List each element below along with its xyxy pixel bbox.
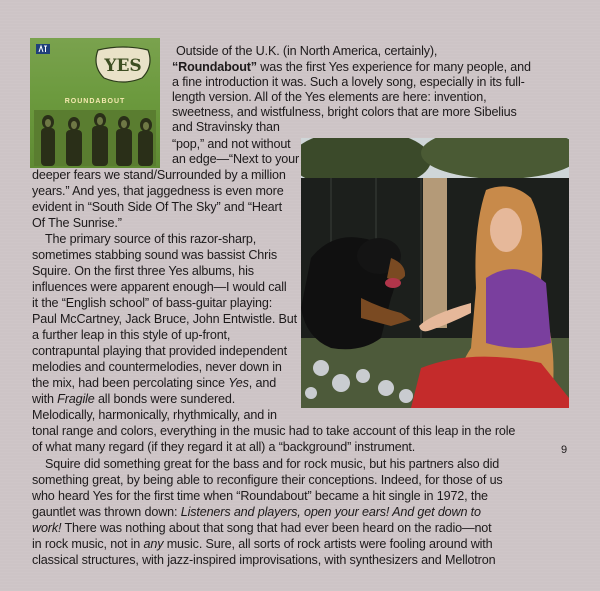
text-line: sometimes stabbing sound was bassist Chris xyxy=(32,248,277,262)
text-line: Squire did something great for the bass and for rock music, but his partners also did xyxy=(45,457,500,471)
text-line: evident in “South Side Of The Sky” and “Heart xyxy=(32,200,282,214)
svg-text:YES: YES xyxy=(104,56,142,76)
text-line: in rock music, not in any music. Sure, all sorts of rock artists were fooling around with xyxy=(32,537,493,551)
album-name-yes: Yes xyxy=(228,376,249,390)
page-number: 9 xyxy=(561,444,568,456)
text-line: length version. All of the Yes elements are here: invention, xyxy=(172,90,487,104)
text-line: and Stravinsky than xyxy=(172,120,280,134)
text-line: deeper fears we stand/Surrounded by a million xyxy=(32,168,286,182)
text-line: Paul McCartney, Jack Bruce, John Entwistle. But xyxy=(32,312,297,326)
text-line: a further leap in this style of up-front, xyxy=(32,328,231,342)
song-title: “Roundabout” xyxy=(172,60,257,74)
text-line: contrapuntal playing that provided independent xyxy=(32,344,287,358)
text-line: with Fragile all bonds were sundered. xyxy=(32,392,236,406)
band-photo xyxy=(34,110,156,166)
album-cover xyxy=(30,38,160,168)
text-line: classical structures, with jazz-inspired improvisations, with synthesizers and Mellotron xyxy=(32,553,496,567)
text-line: melodies and countermelodies, never down in xyxy=(32,360,282,374)
text-line: something great, by being able to reconfigure their conceptions. Indeed, for those of us xyxy=(32,473,503,487)
text-line: work! There was nothing about that song that had ever been heard on the radio—not xyxy=(32,521,492,535)
text-line: “pop,” and not without xyxy=(172,137,291,151)
album-name-fragile: Fragile xyxy=(57,392,95,406)
album-title: ROUNDABOUT xyxy=(64,98,126,105)
text-line: a fine introduction it was. Such a lovely song, especially in its full- xyxy=(172,75,525,89)
text-line: years.” And yes, that jaggedness is even more xyxy=(32,184,284,198)
musician-with-dog-photo xyxy=(301,138,569,408)
text-line: Squire. On the first three Yes albums, his xyxy=(32,264,254,278)
yes-logo-icon xyxy=(94,46,152,84)
photo-image xyxy=(301,138,569,408)
text-line: Melodically, harmonically, rhythmically, and in xyxy=(32,408,277,422)
text-line: Of The Sunrise.” xyxy=(32,216,122,230)
text-line: The primary source of this razor-sharp, xyxy=(45,232,257,246)
text-line: who heard Yes for the first time when “Roundabout” became a hit single in 1972, the xyxy=(32,489,488,503)
text-line: of what many regard (if they regard it at all) a “background” instrument. xyxy=(32,440,416,454)
text-line: gauntlet was thrown down: Listeners and players, open your ears! And get down to xyxy=(32,505,481,519)
text-line: tonal range and colors, everything in the music had to take account of this leap in the role xyxy=(32,424,516,438)
text-line: Outside of the U.K. (in North America, certainly), xyxy=(176,44,438,58)
text-line: an edge—“Next to your xyxy=(172,152,300,166)
text-line: sweetness, and wistfulness, bright colors that are more Sibelius xyxy=(172,105,517,119)
text-line: “Roundabout” was the first Yes experience for many people, and xyxy=(172,60,531,74)
text-line: it the “English school” of bass-guitar playing: xyxy=(32,296,273,310)
text-line: the mix, had been percolating since Yes, and xyxy=(32,376,277,390)
text-line: influences were apparent enough—I would call xyxy=(32,280,287,294)
atlantic-logo-icon xyxy=(36,44,50,54)
